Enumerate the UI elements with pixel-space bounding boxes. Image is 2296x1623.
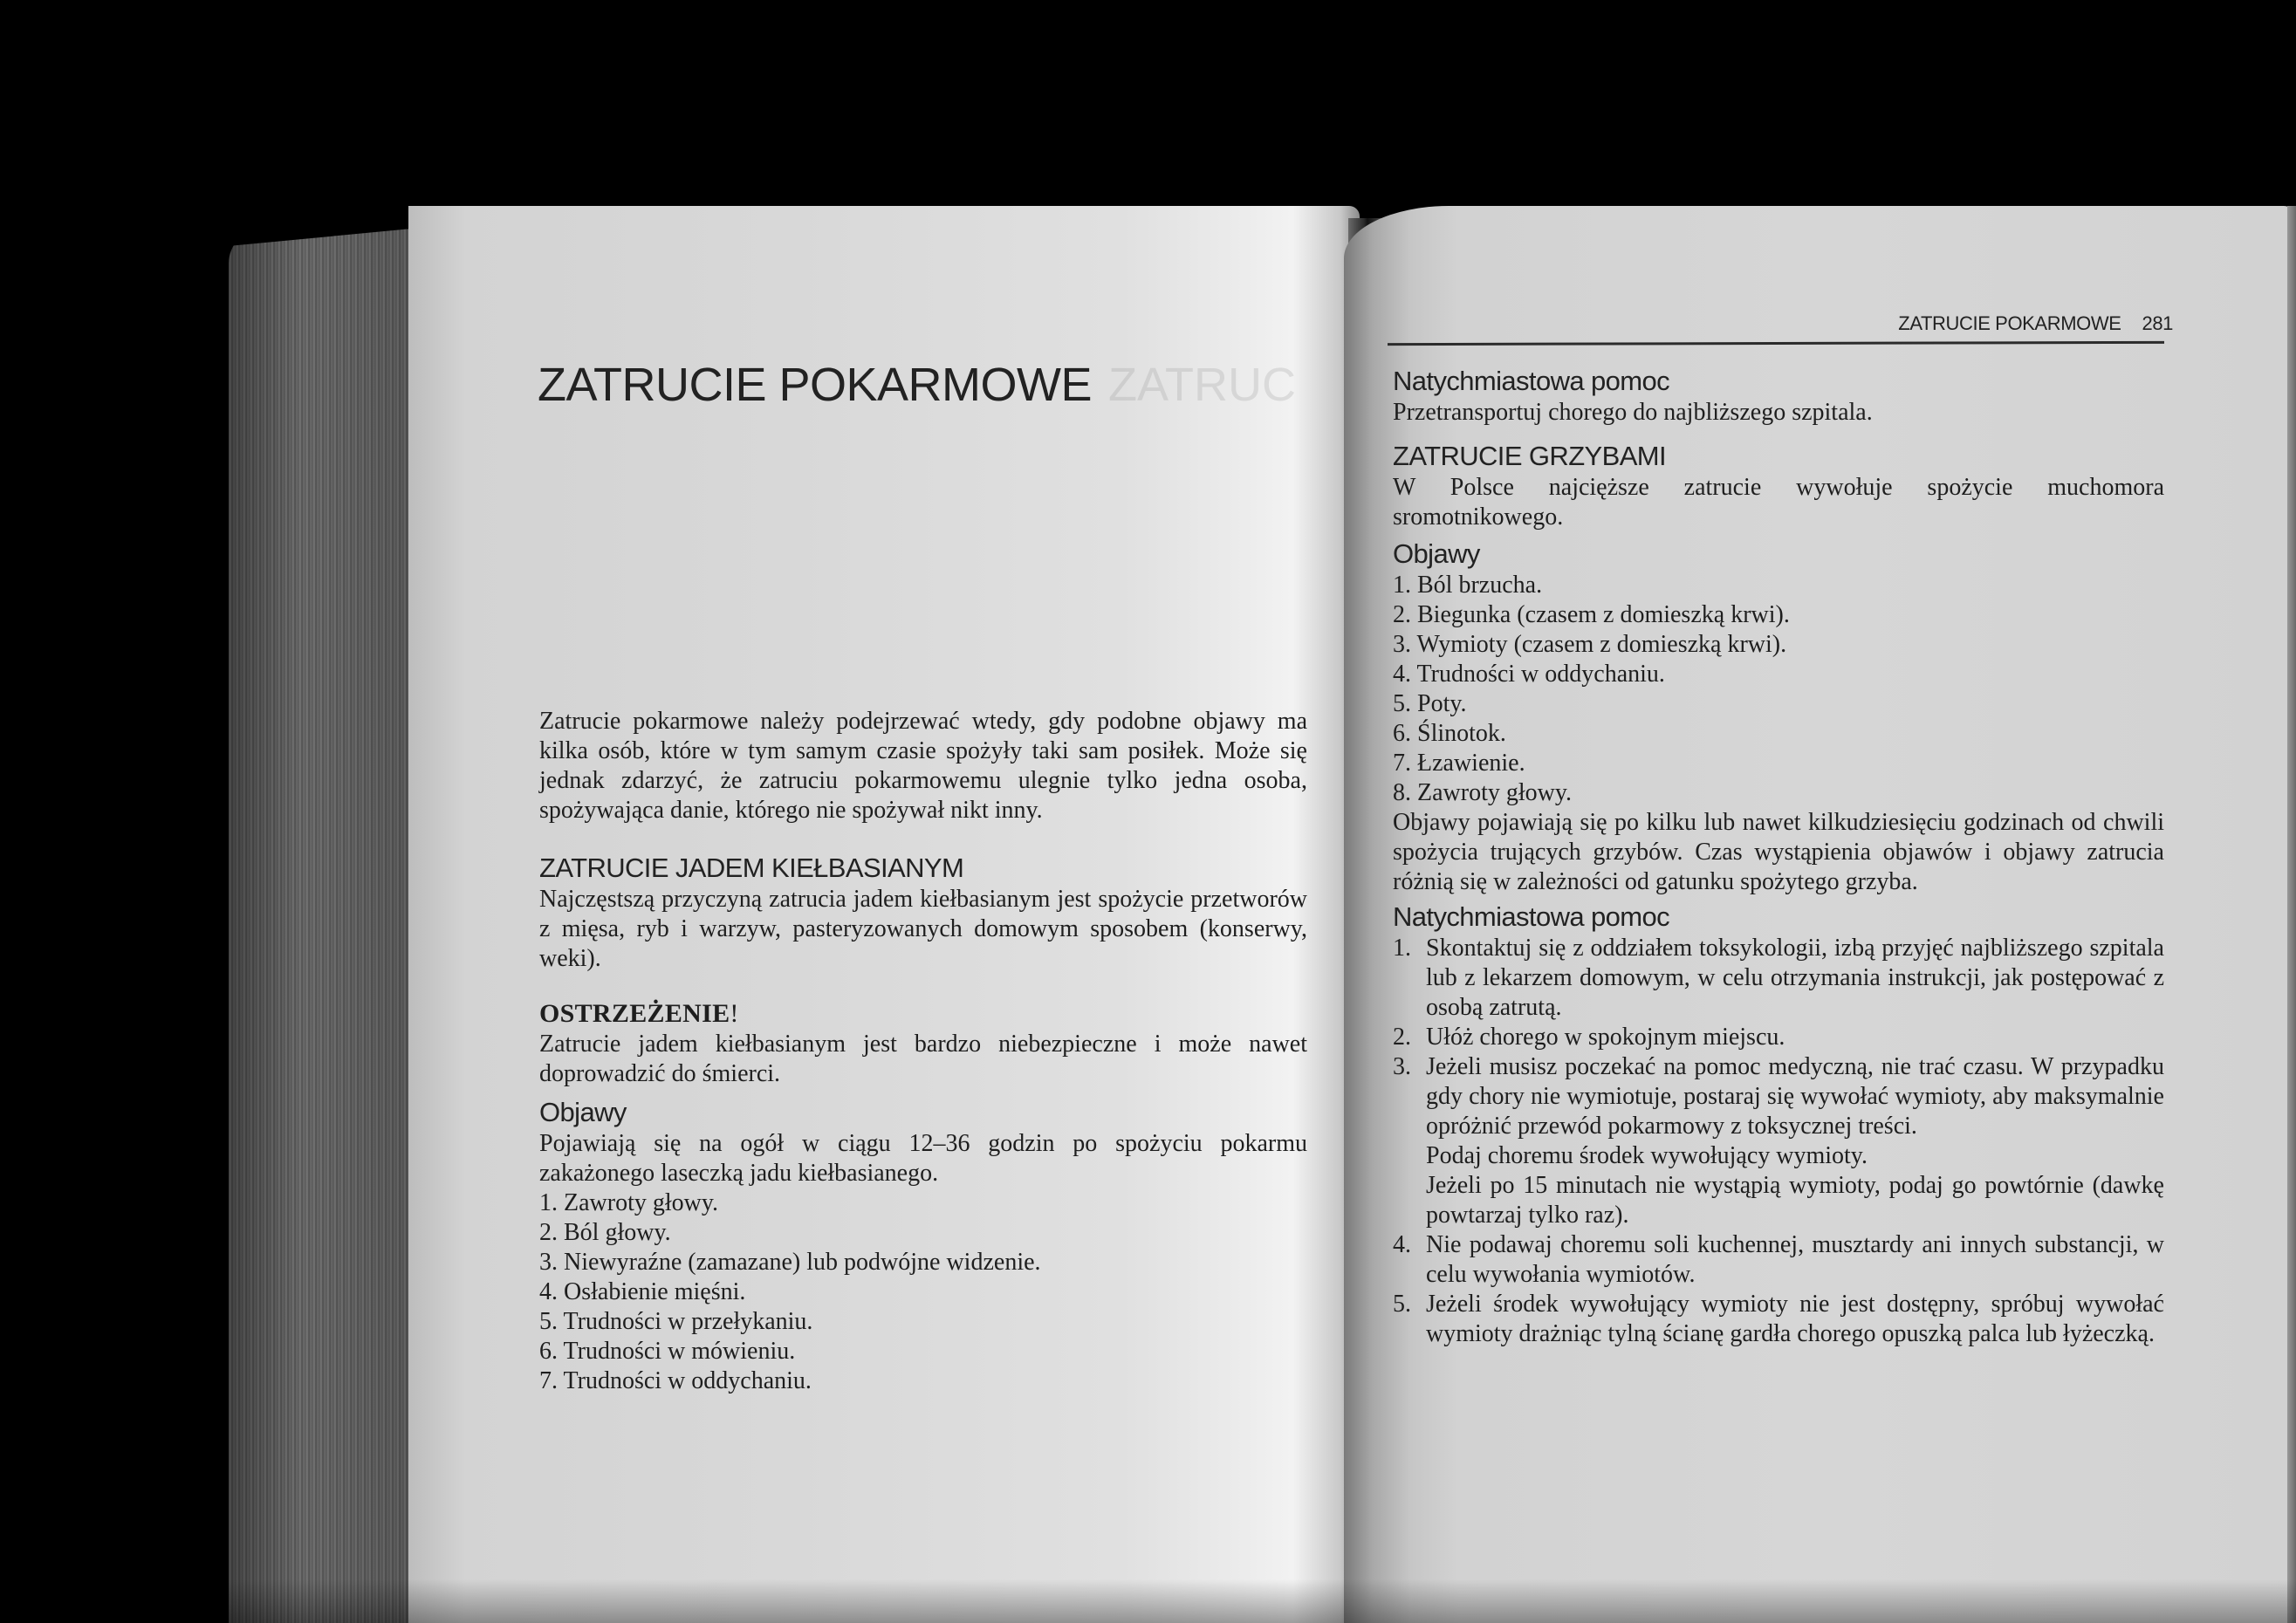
list-item: 5. Trudności w przełykaniu. bbox=[539, 1308, 813, 1335]
step-text: Nie podawaj choremu soli kuchennej, musztardy ani innych substancji, w celu wywołania wymiotów. bbox=[1426, 1231, 2164, 1288]
symptoms-intro: Pojawiają się na ogół w ciągu 12–36 godzin po spożyciu pokarmu zakażonego laseczką jadu kiełbasianego. bbox=[539, 1130, 1307, 1187]
list-item bbox=[1393, 1230, 2164, 1290]
list-item: 8. Zawroty głowy. bbox=[1393, 779, 1573, 806]
list-item: 2. Ból głowy. bbox=[539, 1219, 671, 1246]
symptoms-heading-mushrooms: Objawy bbox=[1393, 538, 1480, 569]
botulism-paragraph: Najczęstszą przyczyną zatrucia jadem kiełbasianym jest spożycie przetworów z mięsa, ryb i warzyw, pasteryzowanych domowym sposobem (konserwy, weki). bbox=[539, 886, 1307, 972]
list-item: 6. Ślinotok. bbox=[1393, 720, 1506, 747]
page-block-edge bbox=[229, 229, 412, 1623]
warning-paragraph: Zatrucie jadem kiełbasianym jest bardzo niebezpieczne i może nawet doprowadzić do śmierci. bbox=[539, 1031, 1307, 1087]
list-item: 7. Trudności w oddychaniu. bbox=[539, 1367, 812, 1394]
list-item: 5. Poty. bbox=[1393, 690, 1467, 717]
list-item bbox=[1393, 1052, 2164, 1230]
list-item bbox=[1393, 1023, 2164, 1052]
symptoms-note: Objawy pojawiają się po kilku lub nawet kilkudziesięciu godzinach od chwili spożycia trujących grzybów. Czas wystąpienia objawów i objawy zatrucia różnią się w zależności od gatunku spożytego grzyba. bbox=[1393, 809, 2164, 895]
list-item: 4. Osłabienie mięśni. bbox=[539, 1278, 746, 1305]
step-number: 4. bbox=[1393, 1231, 1411, 1258]
warning-mark: ! bbox=[730, 999, 739, 1028]
list-item: 1. Ból brzucha. bbox=[1393, 572, 1543, 599]
list-item: 2. Biegunka (czasem z domieszką krwi). bbox=[1393, 601, 1790, 628]
list-item bbox=[1393, 1290, 2164, 1349]
step-number: 2. bbox=[1393, 1024, 1411, 1051]
symptoms-list-mushrooms bbox=[1393, 571, 2164, 808]
section-heading-botulism: ZATRUCIE JADEM KIEŁBASIANYM bbox=[539, 853, 964, 883]
warning-heading bbox=[539, 998, 1307, 1030]
step-subtext: Jeżeli po 15 minutach nie wystąpią wymioty, podaj go powtórnie (dawkę powtarzaj tylko raz). bbox=[1426, 1172, 2164, 1229]
section-heading-mushrooms: ZATRUCIE GRZYBAMI bbox=[1393, 441, 1667, 471]
list-item bbox=[1393, 934, 2164, 1023]
list-item: 4. Trudności w oddychaniu. bbox=[1393, 661, 1665, 688]
list-item: 7. Łzawienie. bbox=[1393, 750, 1525, 777]
right-page-edge bbox=[2287, 206, 2296, 1623]
bottom-shadow bbox=[229, 1579, 2296, 1623]
symptoms-list-botulism bbox=[539, 1188, 1307, 1396]
first-aid-heading-mushrooms: Natychmiastowa pomoc bbox=[1393, 901, 1670, 932]
step-text: Jeżeli środek wywołujący wymioty nie jest dostępny, spróbuj wywołać wymioty drażniąc tylną ścianę gardła chorego opuszką palca lub łyżeczką. bbox=[1426, 1291, 2164, 1347]
step-number: 1. bbox=[1393, 935, 1411, 962]
step-number: 3. bbox=[1393, 1053, 1411, 1080]
show-through-text: ZATRUC bbox=[1108, 359, 1296, 411]
step-text: Ułóż chorego w spokojnym miejscu. bbox=[1426, 1024, 1785, 1051]
first-aid-text-top: Przetransportuj chorego do najbliższego szpitala. bbox=[1393, 399, 1873, 426]
list-item: 3. Wymioty (czasem z domieszką krwi). bbox=[1393, 631, 1787, 658]
mushrooms-paragraph: W Polsce najcięższe zatrucie wywołuje spożycie muchomora sromotnikowego. bbox=[1393, 474, 2164, 531]
step-number: 5. bbox=[1393, 1291, 1411, 1318]
step-text: Jeżeli musisz poczekać na pomoc medyczną, nie trać czasu. W przypadku gdy chory nie wymiotuje, postaraj się wywołać wymioty, aby maksymalnie opróżnić przewód pokarmowy z toksycznej treści. bbox=[1426, 1053, 2164, 1140]
list-item: 1. Zawroty głowy. bbox=[539, 1189, 719, 1216]
intro-paragraph: Zatrucie pokarmowe należy podejrzewać wtedy, gdy podobne objawy ma kilka osób, które w tym samym czasie spożyły taki sam posiłek. Może się jednak zdarzyć, że zatruciu pokarmowemu ulegnie tylko jedna osoba, spożywająca danie, którego nie spożywał nikt inny. bbox=[539, 708, 1307, 824]
symptoms-heading-botulism: Objawy bbox=[539, 1097, 627, 1127]
list-item: 3. Niewyraźne (zamazane) lub podwójne widzenie. bbox=[539, 1249, 1041, 1276]
warning-label: OSTRZEŻENIE bbox=[539, 999, 730, 1028]
step-text: Skontaktuj się z oddziałem toksykologii, izbą przyjęć najbliższego szpitala lub z lekarzem domowym, w celu otrzymania instrukcji, jak postępować z osobą zatrutą. bbox=[1426, 935, 2164, 1021]
running-head-title: ZATRUCIE POKARMOWE bbox=[1898, 312, 2121, 334]
step-subtext: Podaj choremu środek wywołujący wymioty. bbox=[1426, 1142, 1868, 1169]
first-aid-heading-top: Natychmiastowa pomoc bbox=[1393, 366, 1670, 396]
chapter-title: ZATRUCIE POKARMOWE bbox=[538, 359, 1093, 411]
right-column bbox=[1393, 365, 2164, 1349]
first-aid-steps bbox=[1393, 934, 2164, 1349]
list-item: 6. Trudności w mówieniu. bbox=[539, 1338, 796, 1365]
left-column bbox=[539, 707, 1307, 1396]
page-number: 281 bbox=[2142, 312, 2173, 334]
running-head bbox=[1388, 312, 2173, 335]
